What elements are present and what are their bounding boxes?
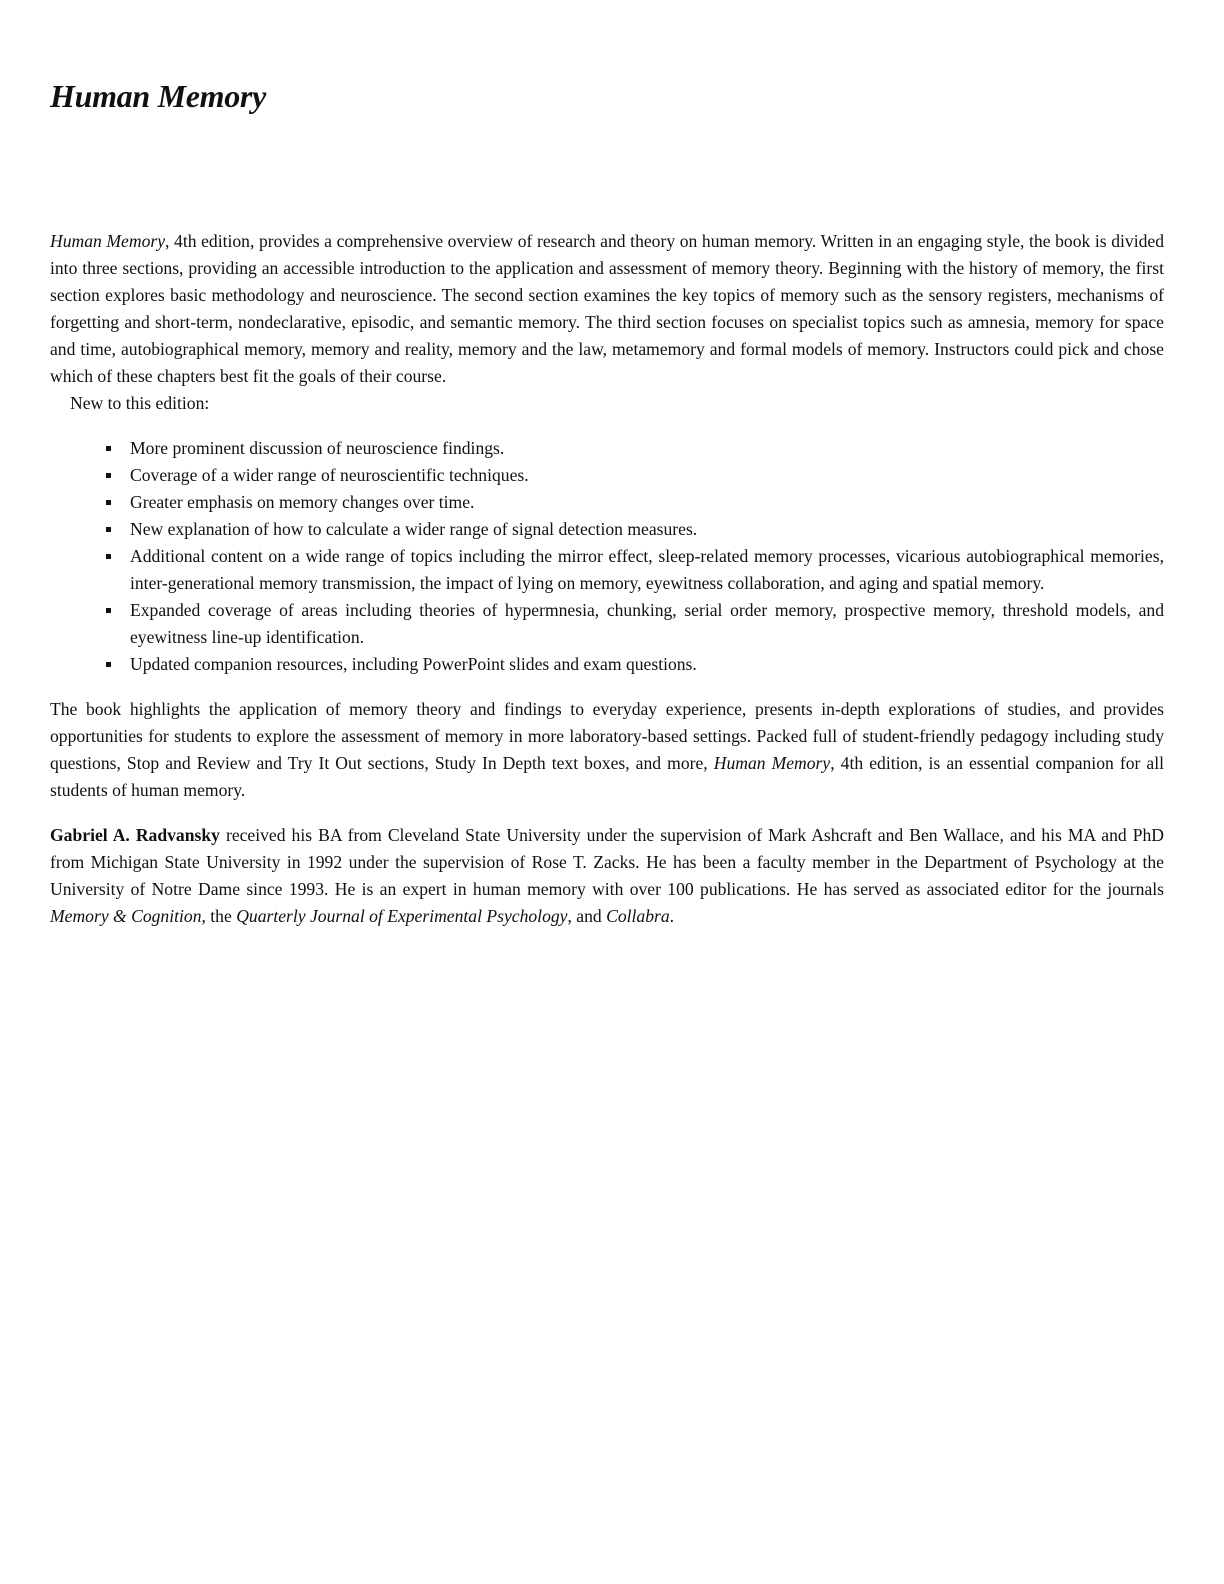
list-item-text: Updated companion resources, including PowerPoint slides and exam questions. [130, 654, 697, 674]
list-item [130, 462, 1164, 489]
bullet-icon [106, 473, 111, 478]
journal-3: Collabra [606, 906, 670, 926]
bullet-icon [106, 608, 111, 613]
paragraph-gap [50, 804, 1164, 822]
list-item-text: Expanded coverage of areas including theories of hypermnesia, chunking, serial order memory, prospective memory, threshold models, and eyewitness line-up identification. [130, 600, 1164, 647]
author-bio: received his BA from Cleveland State University under the supervision of Mark Ashcraft and Ben Wallace, and his MA and PhD from Michigan State University in 1992 under the supervision of Rose T. Zacks. He has been a faculty member in the Department of Psychology at the University of Notre Dame since 1993. He is an expert in human memory with over 100 publications. He has served as associated editor for the journals [50, 825, 1164, 899]
book-title-heading: Human Memory [50, 78, 266, 114]
highlights-text-end: , 4th edition, is an essential companion for all students of human memory. [50, 753, 1164, 800]
bullet-icon [106, 662, 111, 667]
bullet-icon [106, 446, 111, 451]
author-bio-separator: , and [567, 906, 607, 926]
new-edition-heading: New to this edition: [70, 393, 210, 413]
author-bio-paragraph [50, 822, 1164, 930]
bullet-icon [106, 554, 111, 559]
highlights-paragraph [50, 696, 1164, 804]
list-item [130, 516, 1164, 543]
list-item-text: More prominent discussion of neuroscience findings. [130, 438, 505, 458]
intro-book-title: Human Memory [50, 231, 166, 251]
bullet-icon [106, 500, 111, 505]
list-item [130, 597, 1164, 651]
list-item-text: New explanation of how to calculate a wider range of signal detection measures. [130, 519, 698, 539]
author-name: Gabriel A. Radvansky [50, 825, 220, 845]
highlights-text: The book highlights the application of memory theory and findings to everyday experience, presents in-depth explorations of studies, and provides opportunities for students to explore the assessment of memory in more laboratory-based settings. Packed full of student-friendly pedagogy including study questions, Stop and Review and Try It Out sections, Study In Depth text boxes, and more, [50, 699, 1164, 773]
list-item [130, 435, 1164, 462]
description-body [50, 228, 1164, 930]
journal-1: Memory & Cognition [50, 906, 202, 926]
author-bio-end: . [669, 906, 675, 926]
intro-text: , 4th edition, provides a comprehensive overview of research and theory on human memory. Written in an engaging style, the book is divided into three sections, providing an accessible introduction to the application and assessment of memory theory. Beginning with the history of memory, the first section explores basic methodology and neuroscience. The second section examines the key topics of memory such as the sensory registers, mechanisms of forgetting and short-term, nondeclarative, episodic, and semantic memory. The third section focuses on specialist topics such as amnesia, memory for space and time, autobiographical memory, memory and reality, memory and the law, metamemory and formal models of memory. Instructors could pick and chose which of these chapters best fit the goals of their course. [50, 231, 1164, 386]
list-item-text: Greater emphasis on memory changes over time. [130, 492, 475, 512]
list-item [130, 489, 1164, 516]
list-item-text: Additional content on a wide range of topics including the mirror effect, sleep-related memory processes, vicarious autobiographical memories, inter-generational memory transmission, the impact of lying on memory, eyewitness collaboration, and aging and spatial memory. [130, 546, 1164, 593]
bullet-icon [106, 527, 111, 532]
highlights-book-title: Human Memory [713, 753, 831, 773]
author-bio-separator: , the [201, 906, 237, 926]
journal-2: Quarterly Journal of Experimental Psychology [236, 906, 568, 926]
list-item [130, 651, 1164, 678]
new-edition-list [50, 435, 1164, 678]
list-item-text: Coverage of a wider range of neuroscientific techniques. [130, 465, 529, 485]
list-item [130, 543, 1164, 597]
intro-paragraph [50, 228, 1164, 390]
